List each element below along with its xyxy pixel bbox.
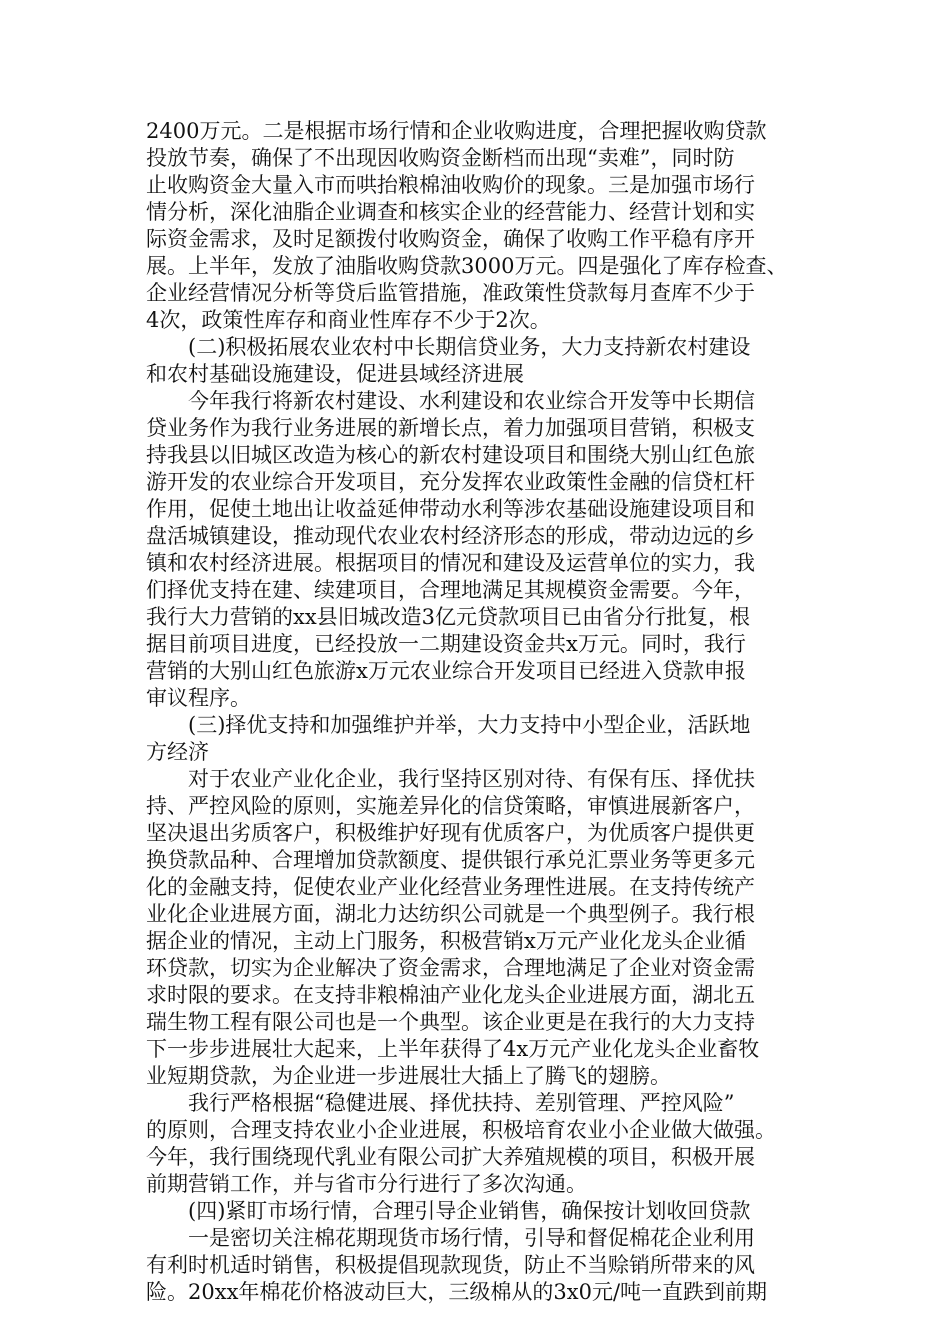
paragraph-start-line: 今年我行将新农村建设、水利建设和农业综合开发等中长期信 (188, 389, 755, 413)
text-line: 方经济 (146, 740, 209, 764)
text-line: 和农村基础设施建设，促进县域经济进展 (146, 362, 524, 386)
text-line: 贷业务作为我行业务进展的新增长点，着力加强项目营销，积极支 (146, 416, 755, 440)
text-line: 环贷款，切实为企业解决了资金需求，合理地满足了企业对资金需 (146, 956, 755, 980)
text-line: 的原则，合理支持农业小企业进展，积极培育农业小企业做大做强。 (146, 1118, 776, 1142)
paragraph-start-line: 对于农业产业化企业，我行坚持区别对待、有保有压、择优扶 (188, 767, 755, 791)
text-line: 险。20xx年棉花价格波动巨大，三级棉从的3x0元/吨一直跌到前期 (146, 1280, 768, 1304)
text-line: 据目前项目进度，已经投放一二期建设资金共x万元。同时，我行 (146, 632, 746, 656)
text-line: 业化企业进展方面，湖北力达纺织公司就是一个典型例子。我行根 (146, 902, 755, 926)
text-line: 我行大力营销的xx县旧城改造3亿元贷款项目已由省分行批复，根 (146, 605, 751, 629)
text-line: 们择优支持在建、续建项目，合理地满足其规模资金需要。今年， (146, 578, 755, 602)
text-line: 持、严控风险的原则，实施差异化的信贷策略，审慎进展新客户， (146, 794, 755, 818)
paragraph-start-line: 我行严格根据“稳健进展、择优扶持、差别管理、严控风险” (188, 1091, 735, 1115)
text-line: 前期营销工作，并与省市分行进行了多次沟通。 (146, 1172, 587, 1196)
text-line: 下一步步进展壮大起来，上半年获得了4x万元产业化龙头企业畜牧 (146, 1037, 760, 1061)
text-line: 营销的大别山红色旅游x万元农业综合开发项目已经进入贷款申报 (146, 659, 746, 683)
text-line: 盘活城镇建设，推动现代农业农村经济形态的形成，带动边远的乡 (146, 524, 755, 548)
paragraph-start-line: (二)积极拓展农业农村中长期信贷业务，大力支持新农村建设 (188, 335, 751, 359)
text-line: 2400万元。二是根据市场行情和企业收购进度，合理把握收购贷款 (146, 119, 767, 143)
text-line: 投放节奏，确保了不出现因收购资金断档而出现“卖难”，同时防 (146, 146, 735, 170)
text-line: 镇和农村经济进展。根据项目的情况和建设及运营单位的实力，我 (146, 551, 755, 575)
text-line: 审议程序。 (146, 686, 251, 710)
text-line: 今年，我行围绕现代乳业有限公司扩大养殖规模的项目，积极开展 (146, 1145, 755, 1169)
text-line: 据企业的情况，主动上门服务，积极营销x万元产业化龙头企业循 (146, 929, 746, 953)
text-line: 4次，政策性库存和商业性库存不少于2次。 (146, 308, 551, 332)
text-line: 际资金需求，及时足额拨付收购资金，确保了收购工作平稳有序开 (146, 227, 755, 251)
paragraph-start-line: 一是密切关注棉花期现货市场行情，引导和督促棉花企业利用 (188, 1226, 755, 1250)
text-line: 情分析，深化油脂企业调查和核实企业的经营能力、经营计划和实 (146, 200, 755, 224)
text-line: 换贷款品种、合理增加贷款额度、提供银行承兑汇票业务等更多元 (146, 848, 755, 872)
paragraph-start-line: (四)紧盯市场行情，合理引导企业销售，确保按计划收回贷款 (188, 1199, 751, 1223)
document-body (146, 118, 806, 1306)
text-line: 化的金融支持，促使农业产业化经营业务理性进展。在支持传统产 (146, 875, 755, 899)
text-line: 企业经营情况分析等贷后监管措施，准政策性贷款每月查库不少于 (146, 281, 755, 305)
text-line: 有利时机适时销售，积极提倡现款现货，防止不当赊销所带来的风 (146, 1253, 755, 1277)
text-line: 展。上半年，发放了油脂收购贷款3000万元。四是强化了库存检查、 (146, 254, 788, 278)
text-line: 求时限的要求。在支持非粮棉油产业化龙头企业进展方面，湖北五 (146, 983, 755, 1007)
text-line: 游开发的农业综合开发项目，充分发挥农业政策性金融的信贷杠杆 (146, 470, 755, 494)
text-line: 止收购资金大量入市而哄抬粮棉油收购价的现象。三是加强市场行 (146, 173, 755, 197)
text-line: 持我县以旧城区改造为核心的新农村建设项目和围绕大别山红色旅 (146, 443, 755, 467)
text-line: 作用，促使土地出让收益延伸带动水利等涉农基础设施建设项目和 (146, 497, 755, 521)
text-line: 业短期贷款，为企业进一步进展壮大插上了腾飞的翅膀。 (146, 1064, 671, 1088)
text-line: 瑞生物工程有限公司也是一个典型。该企业更是在我行的大力支持 (146, 1010, 755, 1034)
paragraph-start-line: (三)择优支持和加强维护并举，大力支持中小型企业，活跃地 (188, 713, 751, 737)
text-line: 坚决退出劣质客户，积极维护好现有优质客户，为优质客户提供更 (146, 821, 755, 845)
